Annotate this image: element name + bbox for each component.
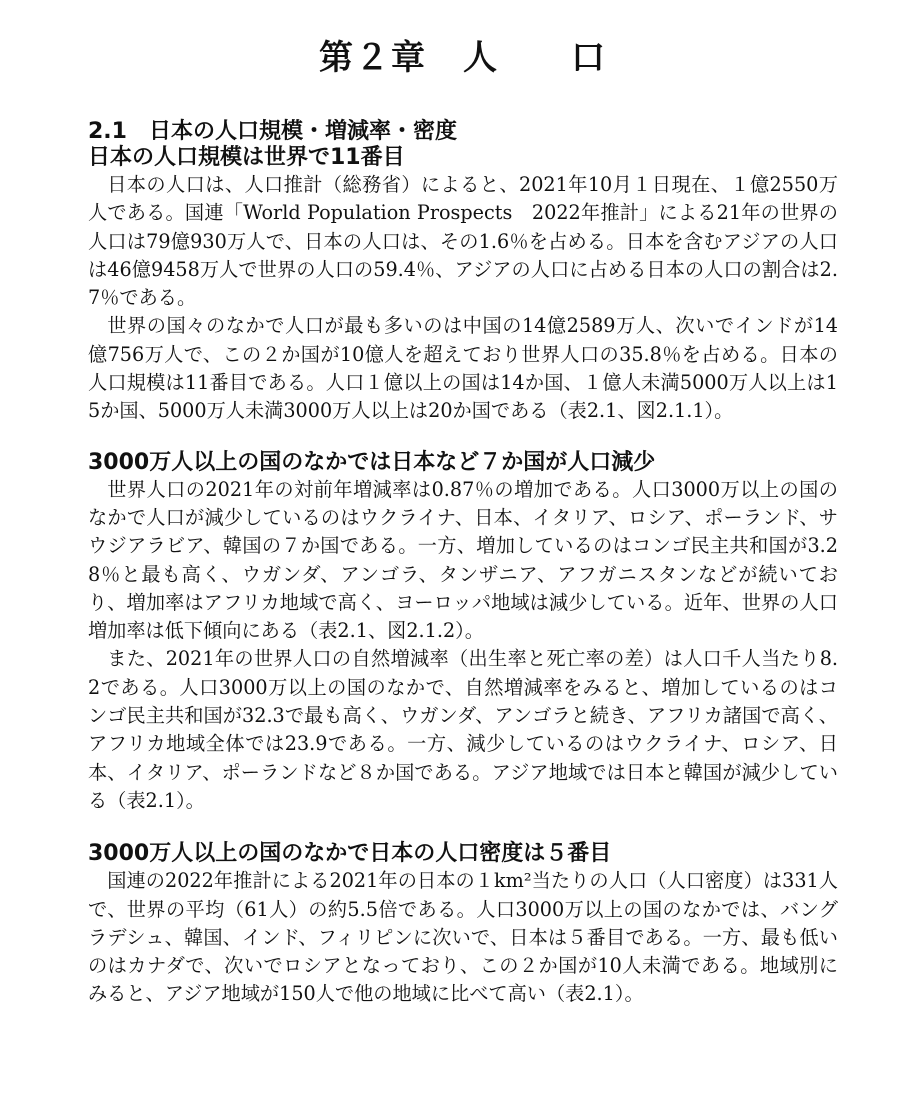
sub-heading-population-density: 3000万人以上の国のなかで日本の人口密度は５番目 [88,841,612,867]
paragraph: また、2021年の世界人口の自然増減率（出生率と死亡率の差）は人口千人当たり8.2である。人口3000万以上の国のなかで、自然増減率をみると、増加しているのはコンゴ民主共和国が32.3で最も高く、ウガンダ、アンゴラと続き、アフリカ諸国で高く、アフリカ地域全体では23.9である。一方、減少しているのはウクライナ、ロシア、日本、イタリア、ポーランドなど８か国である。アジア地域では日本と韓国が減少している（表2.1）。 [88,647,838,812]
paragraph: 世界人口の2021年の対前年増減率は0.87％の増加である。人口3000万以上の国のなかで人口が減少しているのはウクライナ、日本、イタリア、ロシア、ポーランド、サウジアラビア、韓国の７か国である。一方、増加しているのはコンゴ民主共和国が3.28％と最も高く、ウガンダ、アンゴラ、タンザニア、アフガニスタンなどが続いており、増加率はアフリカ地域で高く、ヨーロッパ地域は減少している。近年、世界の人口増加率は低下傾向にある（表2.1、図2.1.2）。 [88,477,838,643]
sub-heading-population-scale: 日本の人口規模は世界で11番目 [88,145,405,170]
paragraph: 世界の国々のなかで人口が最も多いのは中国の14億2589万人、次いでインドが14億756万人で、この２か国が10億人を超えており世界人口の35.8％を占める。日本の人口規模は11番目である。人口１億以上の国は14か国、１億人未満5000万人以上は15か国、5000万人未満3000万人以上は20か国である（表2.1、図2.1.1）。 [88,314,838,423]
block-population-scale [88,145,838,426]
chapter-title: 第２章 人 口 [319,38,607,78]
paragraph: 国連の2022年推計による2021年の日本の１km²当たりの人口（人口密度）は331人で、世界の平均（61人）の約5.5倍である。人口3000万以上の国のなかでは、バングラデシュ、韓国、インド、フィリピンに次いで、日本は５番目である。一方、最も低いのはカナダで、次いでロシアとなっており、この２か国が10人未満である。地域別にみると、アジア地域が150人で他の地域に比べて高い（表2.1）。 [88,869,838,1006]
sub-heading-population-decline: 3000万人以上の国のなかでは日本など７か国が人口減少 [88,449,656,475]
section-heading: 2.1 日本の人口規模・増減率・密度 [88,119,457,144]
page [88,30,838,1035]
block-population-density [88,841,838,1008]
block-population-decline [88,450,838,816]
paragraph: 日本の人口は、人口推計（総務省）によると、2021年10月１日現在、１億2550万人である。国連「World Population Prospects 2022年推計」による21年の世界の人口は79億930万人で、日本の人口は、その1.6％を占める。日本を含むアジアの人口は46億9458万人で世界の人口の59.4％、アジアの人口に占める日本の人口の割合は2.7％である。 [88,173,838,310]
